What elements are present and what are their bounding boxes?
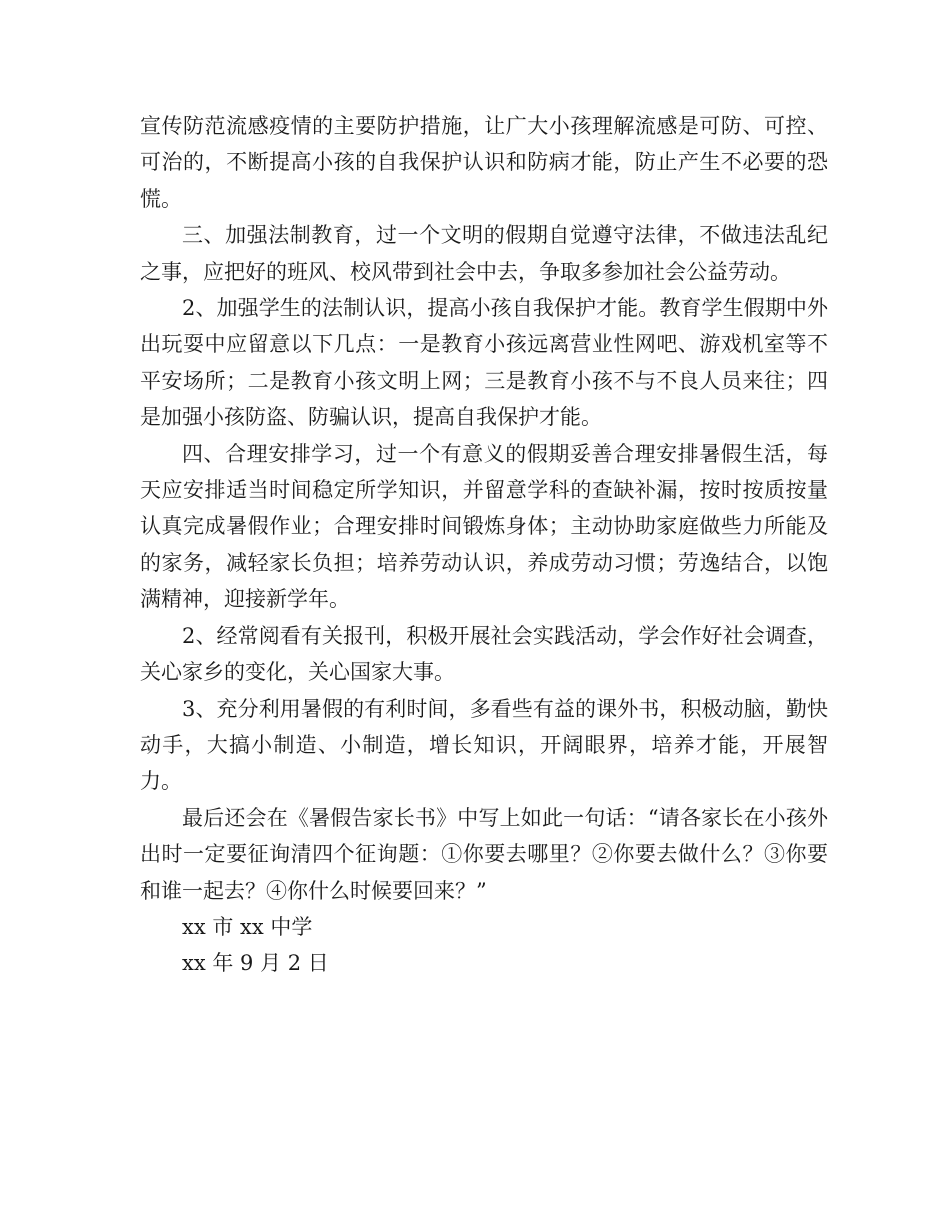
paragraph-summer-time: 3、充分利用暑假的有利时间，多看些有益的课外书，积极动脑，勤快动手，大搞小制造、小制造，增长知识，开阔眼界，培养才能，开展智力。 (140, 696, 828, 794)
paragraph-legal-awareness: 2、加强学生的法制认识，提高小孩自我保护才能。教育学生假期中外出玩耍中应留意以下几点：一是教育小孩远离营业性网吧、游戏机室等不平安场所；二是教育小孩文明上网；三是教育小孩不与不良人员来往；四是加强小孩防盗、防骗认识，提高自我保护才能。 (140, 296, 828, 430)
signature-date: xx 年 9 月 2 日 (182, 951, 329, 976)
paragraph-section-three: 三、加强法制教育，过一个文明的假期自觉遵守法律，不做违法乱纪之事，应把好的班风、校风带到社会中去，争取多参加社会公益劳动。 (140, 223, 828, 284)
paragraph-reading: 2、经常阅看有关报刊，积极开展社会实践活动，学会作好社会调查，关心家乡的变化，关心国家大事。 (140, 623, 828, 685)
document-body (140, 108, 828, 982)
paragraph-continued: 宣传防范流感疫情的主要防护措施，让广大小孩理解流感是可防、可控、可治的，不断提高小孩的自我保护认识和防病才能，防止产生不必要的恐慌。 (140, 114, 828, 211)
paragraph-section-four: 四、合理安排学习，过一个有意义的假期妥善合理安排暑假生活，每天应安排适当时间稳定所学知识，并留意学科的查缺补漏，按时按质按量认真完成暑假作业；合理安排时间锻炼身体；主动协助家庭做些力所能及的家务，减轻家长负担；培养劳动认识，养成劳动习惯；劳逸结合，以饱满精神，迎接新学年。 (140, 441, 828, 612)
signature-school: xx 市 xx 中学 (182, 914, 313, 939)
paragraph-closing: 最后还会在《暑假告家长书》中写上如此一句话：“请各家长在小孩外出时一定要征询清四个征询题：①你要去哪里？②你要去做什么？③你要和谁一起去？④你什么时候要回来？” (140, 805, 828, 903)
